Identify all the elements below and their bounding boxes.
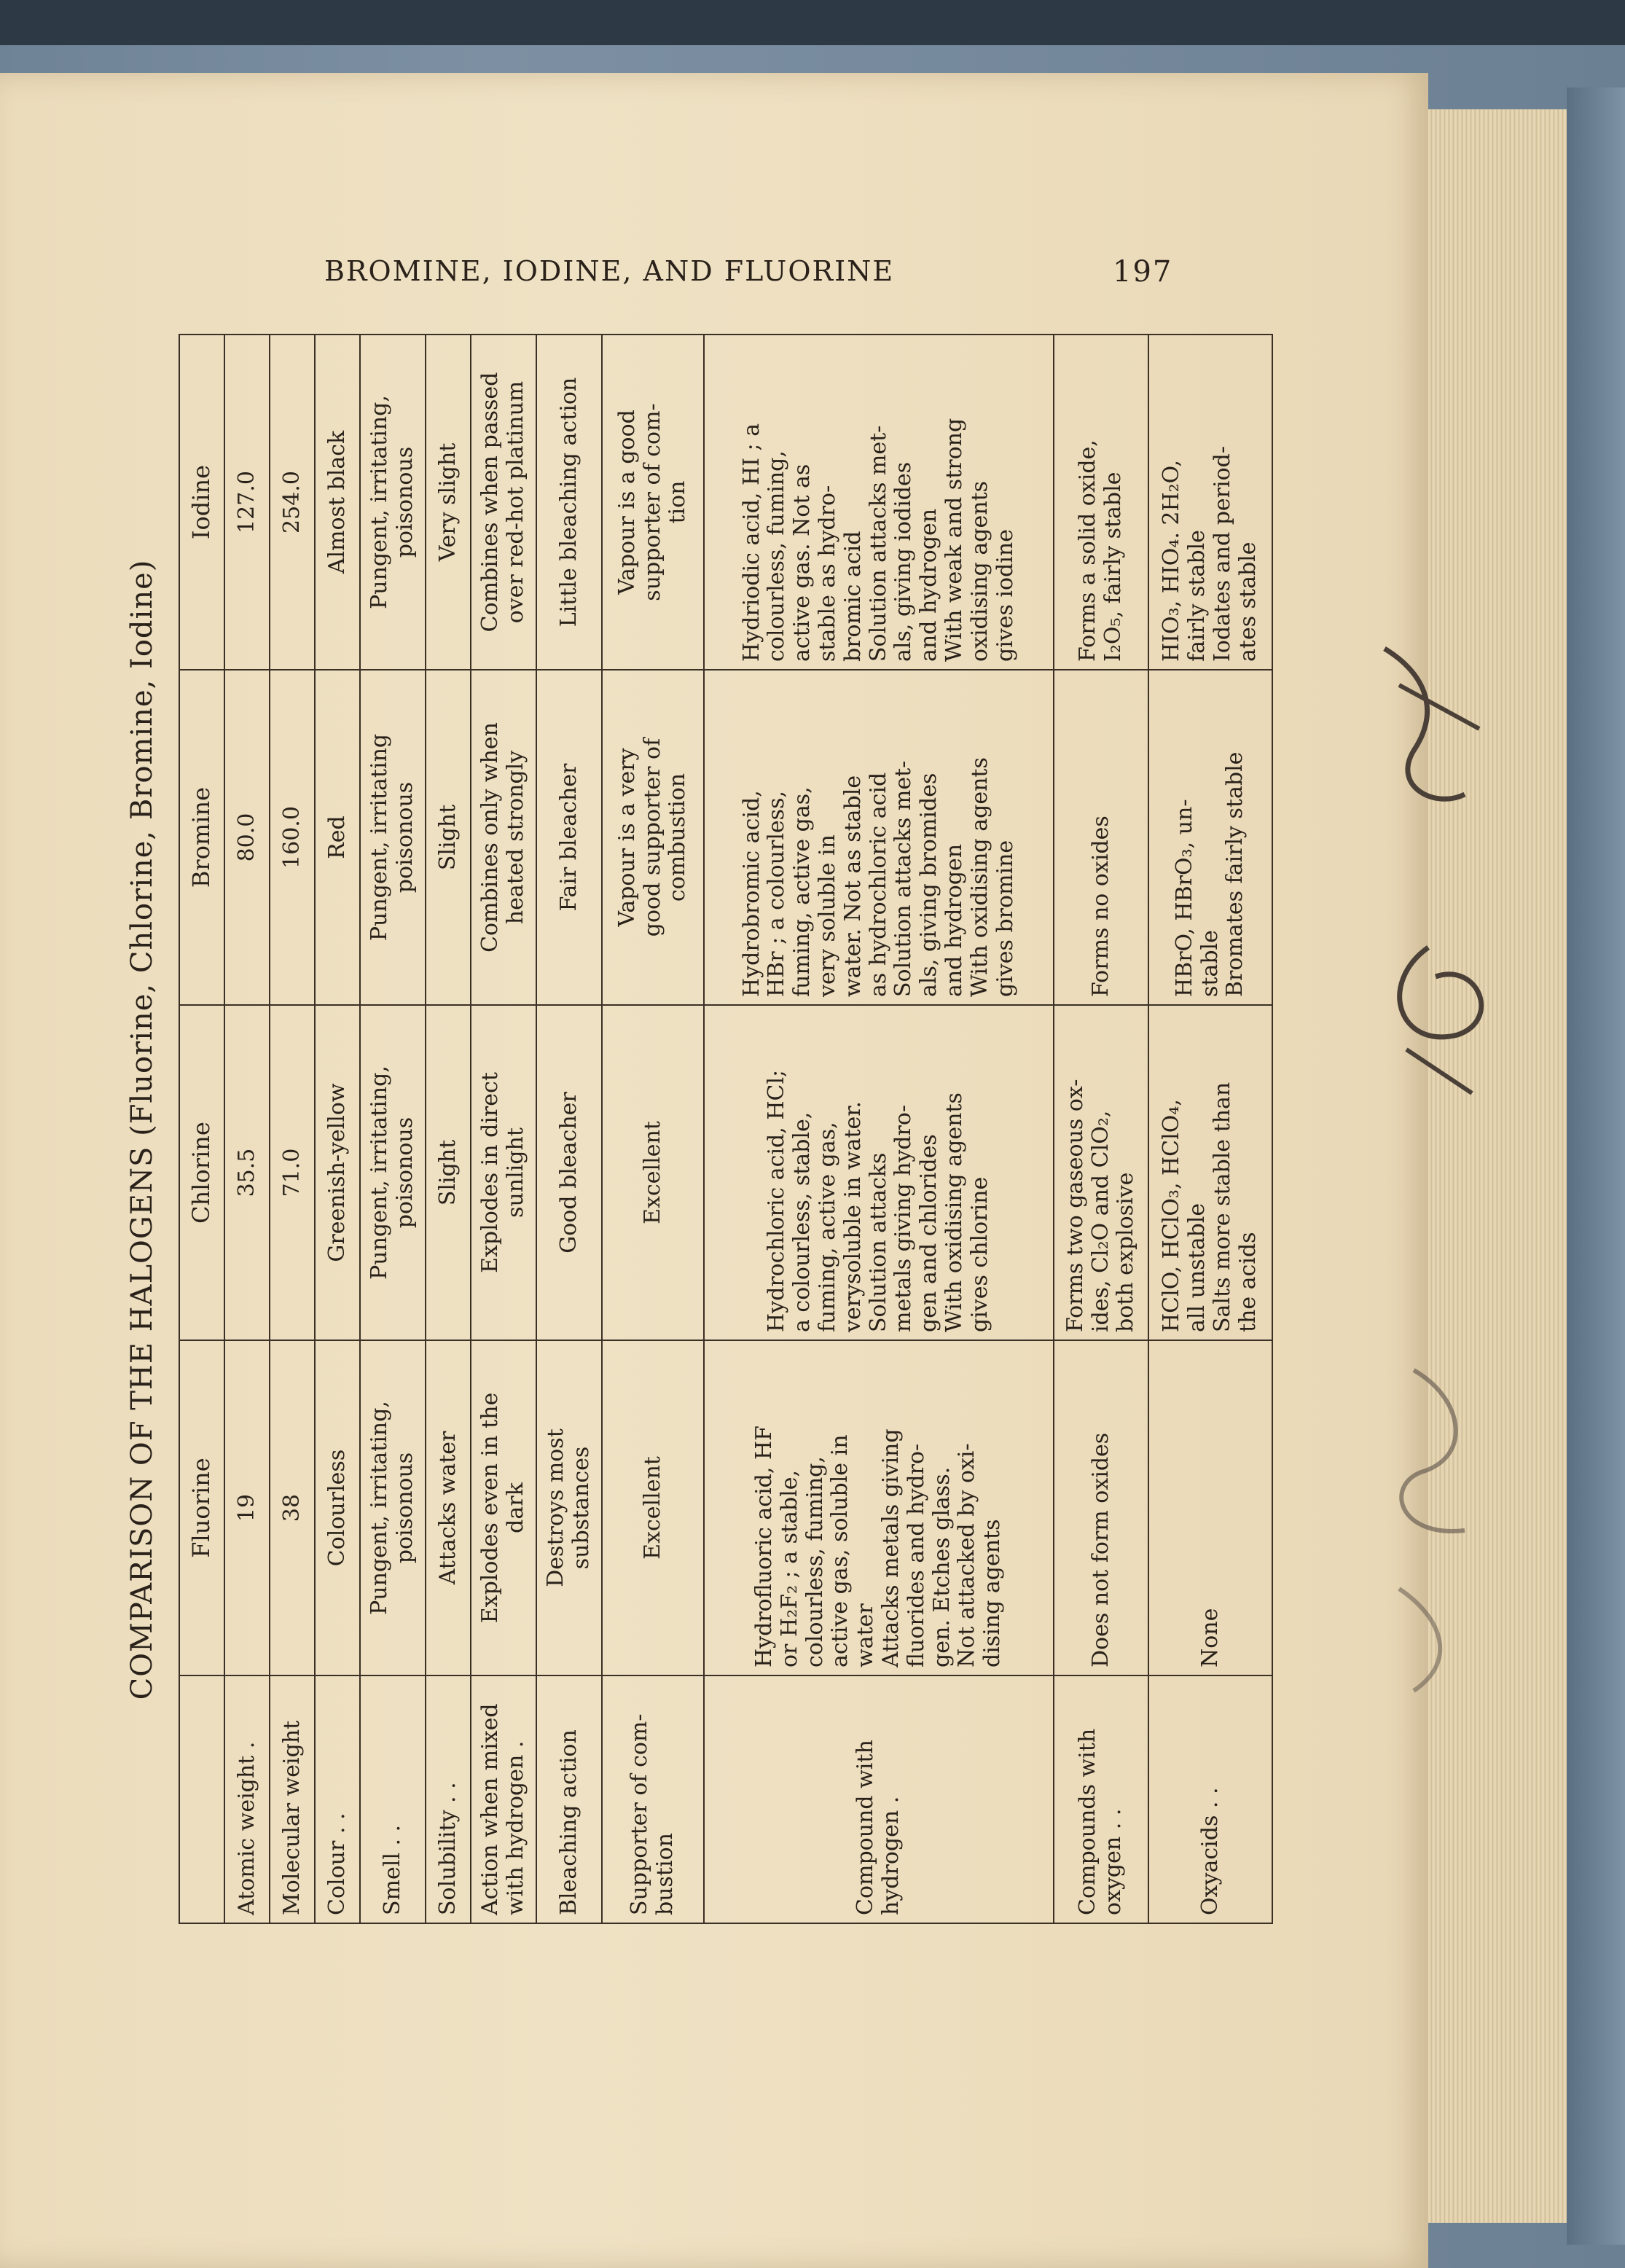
cell-line: Pungent, irritating,: [367, 1401, 393, 1615]
cell-line: heated strongly: [503, 750, 528, 925]
table-cell: [315, 335, 360, 670]
cell-line: Fair bleacher: [555, 763, 582, 912]
table-cell: [1148, 1340, 1272, 1675]
cell-line: as hydrochloric acid: [865, 772, 891, 997]
cell-line: poisonous: [392, 446, 418, 558]
cell-line: Combines only when: [477, 722, 504, 953]
cell-line: 127.0: [233, 471, 259, 533]
cell-line: fairly stable: [1184, 530, 1210, 662]
table-cell: [270, 335, 315, 670]
cell-line: gen and chlorides: [916, 1134, 942, 1332]
cell-line: colourless, fuming,: [802, 1456, 828, 1667]
table-cell: [536, 1340, 602, 1675]
table-row: [360, 335, 426, 1923]
halogen-comparison-table: [179, 334, 1273, 1924]
cell-line: dising agents: [979, 1519, 1006, 1667]
cell-line: als, giving bromides: [916, 773, 942, 997]
cell-line: oxidising agents: [966, 480, 992, 662]
cell-line: Slight: [434, 804, 461, 871]
cell-line: Hydrobromic acid,: [738, 790, 764, 997]
row-label-line: Solubility . .: [434, 1782, 461, 1915]
cell-line: Forms two gaseous ox-: [1062, 1079, 1088, 1332]
table-cell: [224, 1005, 270, 1340]
table-row: [1148, 335, 1272, 1923]
cell-line: the acids: [1234, 1232, 1261, 1332]
table-cell: [1054, 1005, 1148, 1340]
row-label-line: Atomic weight .: [233, 1741, 259, 1915]
cover-edge: [1567, 87, 1625, 2245]
table-cell: [315, 670, 360, 1005]
cell-line: or H₂F₂ ; a stable,: [776, 1470, 802, 1667]
cell-line: Bromates fairly stable: [1222, 751, 1248, 997]
cell-line: 35.5: [233, 1148, 259, 1197]
cell-line: a colourless, stable,: [789, 1111, 815, 1332]
cell-line: Attacks water: [434, 1431, 461, 1585]
table-cell: [1148, 670, 1272, 1005]
cell-line: Greenish-yellow: [324, 1083, 350, 1262]
cell-line: Very slight: [434, 442, 461, 562]
cell-line: metals giving hydro-: [890, 1104, 917, 1332]
cell-line: ates stable: [1234, 541, 1261, 662]
cell-line: 38: [278, 1493, 305, 1522]
row-label: [224, 1675, 270, 1923]
cell-line: Does not form oxides: [1087, 1432, 1113, 1667]
cell-line: dark: [503, 1482, 528, 1533]
cell-line: water. Not as stable: [839, 775, 866, 997]
cell-line: over red-hot platinum: [503, 380, 528, 624]
cell-line: gives bromine: [992, 840, 1018, 997]
cell-line: None: [1197, 1608, 1223, 1667]
row-label-line: hydrogen .: [878, 1796, 904, 1915]
table-cell: [224, 335, 270, 670]
column-header: Bromine: [179, 670, 224, 1005]
table-cell: [426, 335, 471, 670]
cell-line: gives iodine: [992, 529, 1018, 662]
table-cell: [270, 1005, 315, 1340]
cell-line: With oxidising agents: [966, 757, 992, 997]
cell-line: poisonous: [392, 1117, 418, 1229]
cell-line: Forms a solid oxide,: [1075, 439, 1101, 662]
table-cell: [704, 670, 1054, 1005]
cell-line: Explodes in direct: [477, 1072, 504, 1273]
table-cell: [426, 670, 471, 1005]
cell-line: all unstable: [1184, 1203, 1210, 1332]
table-body: [224, 335, 1272, 1923]
pencil-scribble: [1355, 641, 1516, 1720]
cell-line: active gas. Not as: [789, 464, 815, 662]
cell-line: Slight: [434, 1139, 461, 1206]
row-label: [360, 1675, 426, 1923]
cell-line: gives chlorine: [966, 1176, 992, 1332]
table-cell: [1148, 1005, 1272, 1340]
cell-line: substances: [568, 1446, 594, 1570]
cell-line: fluorides and hydro-: [903, 1443, 929, 1667]
cell-line: Attacks metals giving: [878, 1428, 904, 1667]
table-row: [1054, 335, 1148, 1923]
cell-line: Vapour is a good: [614, 410, 640, 595]
cell-line: very soluble in: [815, 834, 840, 997]
table-cell: [1054, 1340, 1148, 1675]
cell-line: combustion: [665, 773, 691, 902]
cell-line: bromic acid: [839, 531, 866, 662]
table-cell: [602, 1340, 704, 1675]
cell-line: Hydrochloric acid, HCl;: [764, 1069, 790, 1332]
cell-line: Forms no oxides: [1087, 816, 1113, 997]
cell-line: Excellent: [639, 1456, 665, 1560]
cell-line: Hydriodic acid, HI ; a: [738, 423, 764, 662]
table-cell: [1054, 335, 1148, 670]
cell-line: 160.0: [278, 806, 305, 869]
table-cell: [224, 670, 270, 1005]
table-cell: [704, 1340, 1054, 1675]
cell-line: Combines when passed: [477, 372, 504, 633]
cell-line: good supporter of: [639, 738, 665, 937]
cell-line: Pungent, irritating,: [367, 1065, 393, 1280]
cell-line: ides, Cl₂O and ClO₂,: [1087, 1110, 1113, 1332]
cell-line: active gas, soluble in: [827, 1434, 853, 1667]
cell-line: Solution attacks: [865, 1152, 891, 1332]
page-number: 197: [1113, 255, 1173, 289]
cell-line: sunlight: [503, 1127, 528, 1218]
table-caption: COMPARISON OF THE HALOGENS (Fluorine, Chlorine, Bromine, Iodine): [125, 559, 159, 1700]
cell-line: Pungent, irritating: [367, 733, 393, 942]
cell-line: Vapour is a very: [614, 748, 640, 927]
cell-line: stable: [1197, 930, 1223, 997]
row-label-line: Supporter of com-: [627, 1713, 653, 1915]
cell-line: With weak and strong: [941, 418, 967, 662]
table-cell: [224, 1340, 270, 1675]
table-cell: [602, 335, 704, 670]
table-row: [315, 335, 360, 1923]
cell-line: Red: [324, 816, 350, 859]
cell-line: and hydrogen: [941, 843, 967, 997]
cell-line: HBr ; a colourless,: [764, 790, 790, 997]
cell-line: I₂O₅, fairly stable: [1100, 472, 1126, 662]
row-label: [270, 1675, 315, 1923]
cell-line: both explosive: [1113, 1172, 1139, 1332]
table-row: [602, 335, 704, 1923]
row-label-line: oxygen . .: [1100, 1808, 1126, 1915]
table-cell: [471, 670, 536, 1005]
row-label-line: Molecular weight: [278, 1720, 305, 1915]
row-label-line: Smell . .: [379, 1824, 405, 1915]
cell-line: Destroys most: [543, 1428, 569, 1587]
row-label-line: Compound with: [853, 1740, 879, 1915]
row-label-line: Bleaching action: [555, 1729, 582, 1915]
table-cell: [270, 670, 315, 1005]
rotated-table-region: [109, 335, 1261, 1924]
cell-line: als, giving iodides: [890, 461, 917, 662]
table-cell: [270, 1340, 315, 1675]
cell-line: Good bleacher: [555, 1092, 582, 1254]
table-cell: [536, 335, 602, 670]
row-label-line: Oxyacids . .: [1197, 1787, 1223, 1915]
running-title: BROMINE, IODINE, AND FLUORINE: [324, 255, 895, 287]
row-label-line: Action when mixed: [477, 1703, 504, 1915]
table-cell: [360, 335, 426, 670]
table-cell: [536, 1005, 602, 1340]
row-label: [471, 1675, 536, 1923]
table-row: [704, 335, 1054, 1923]
row-label: [426, 1675, 471, 1923]
cell-line: poisonous: [392, 781, 418, 893]
table-cell: [602, 1005, 704, 1340]
table-cell: [360, 670, 426, 1005]
table-cell: [426, 1005, 471, 1340]
cell-line: 19: [233, 1493, 259, 1522]
table-cell: [704, 335, 1054, 670]
cell-line: verysoluble in water.: [839, 1101, 866, 1332]
cell-line: colourless, fuming,: [764, 450, 790, 662]
cell-line: Solution attacks met-: [865, 425, 891, 662]
row-label: [1148, 1675, 1272, 1923]
cell-line: gen. Etches glass.: [928, 1466, 955, 1667]
table-cell: [360, 1340, 426, 1675]
row-label: [315, 1675, 360, 1923]
table-cell: [471, 1005, 536, 1340]
running-head: [0, 248, 1268, 306]
table-cell: [1054, 670, 1148, 1005]
cell-line: Colourless: [324, 1449, 350, 1567]
table-wrap: [179, 335, 1261, 1924]
cell-line: fuming, active gas,: [789, 786, 815, 997]
table-cell: [471, 1340, 536, 1675]
cell-line: Solution attacks met-: [890, 760, 917, 997]
table-row: [270, 335, 315, 1923]
table-row: [471, 335, 536, 1923]
cell-line: Pungent, irritating,: [367, 395, 393, 609]
table-cell: [471, 335, 536, 670]
table-row: [536, 335, 602, 1923]
cell-line: 254.0: [278, 471, 305, 533]
row-label-line: with hydrogen .: [503, 1740, 528, 1915]
table-cell: [536, 670, 602, 1005]
cell-line: Hydrofluoric acid, HF: [751, 1426, 778, 1667]
column-header: Iodine: [179, 335, 224, 670]
cell-line: Explodes even in the: [477, 1392, 504, 1624]
cell-line: 80.0: [233, 813, 259, 862]
cell-line: 71.0: [278, 1148, 305, 1197]
column-header: Fluorine: [179, 1340, 224, 1675]
cell-line: HClO, HClO₃, HClO₄,: [1159, 1099, 1185, 1332]
table-cell: [704, 1005, 1054, 1340]
row-label-line: Colour . .: [324, 1813, 350, 1915]
rotated-table-content: [109, 335, 1261, 1924]
cell-line: Excellent: [639, 1121, 665, 1224]
table-cell: [426, 1340, 471, 1675]
cell-line: Little bleaching action: [555, 377, 582, 627]
cell-line: Salts more stable than: [1210, 1082, 1235, 1332]
column-header: Chlorine: [179, 1005, 224, 1340]
row-label: [602, 1675, 704, 1923]
cell-line: supporter of com-: [639, 403, 665, 601]
row-label: [536, 1675, 602, 1923]
table-cell: [602, 670, 704, 1005]
cell-line: fuming, active gas,: [815, 1122, 840, 1332]
table-row: [224, 335, 270, 1923]
header-blank: [179, 1675, 224, 1923]
table-cell: [315, 1340, 360, 1675]
cell-line: stable as hydro-: [815, 485, 840, 662]
cell-line: With oxidising agents: [941, 1092, 967, 1332]
cell-line: water: [853, 1603, 879, 1667]
cell-line: Almost black: [324, 430, 350, 574]
cell-line: Not attacked by oxi-: [954, 1443, 980, 1667]
row-label-line: bustion: [652, 1833, 678, 1915]
cell-line: Iodates and period-: [1210, 446, 1235, 662]
cell-line: HIO₃, HIO₄. 2H₂O,: [1159, 459, 1185, 662]
cell-line: and hydrogen: [916, 508, 942, 662]
cell-line: HBrO, HBrO₃, un-: [1171, 799, 1197, 997]
table-row: [426, 335, 471, 1923]
table-cell: [360, 1005, 426, 1340]
cell-line: poisonous: [392, 1452, 418, 1564]
header-row: [179, 335, 224, 1923]
row-label: [704, 1675, 1054, 1923]
row-label-line: Compounds with: [1075, 1728, 1101, 1915]
table-cell: [1148, 335, 1272, 670]
table-cell: [315, 1005, 360, 1340]
row-label: [1054, 1675, 1148, 1923]
cell-line: tion: [665, 480, 691, 524]
